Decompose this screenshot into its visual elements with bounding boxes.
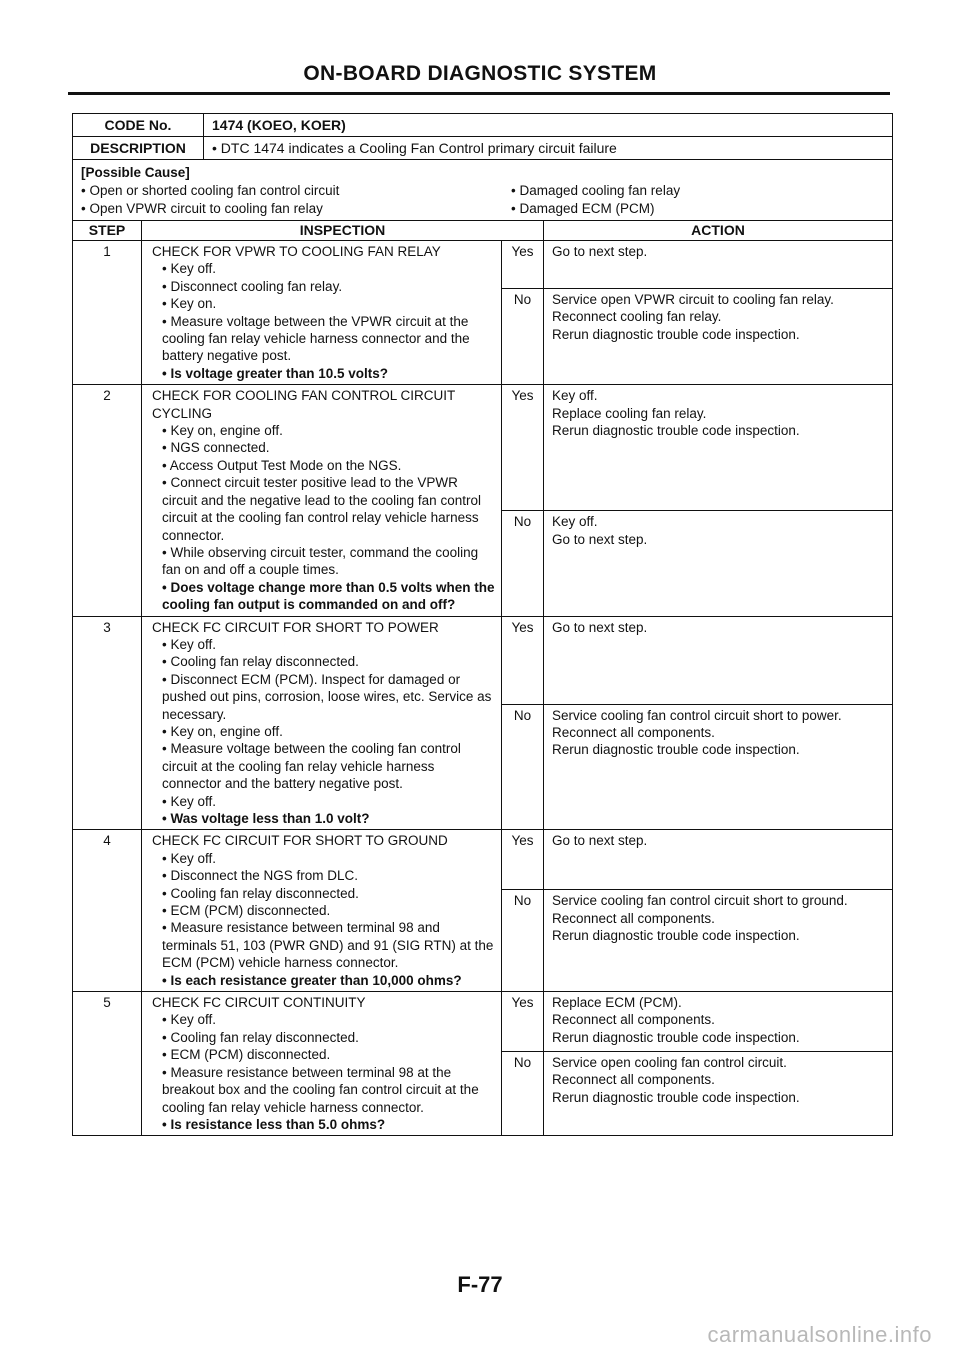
step-question: • Is resistance less than 5.0 ohms? xyxy=(162,1116,386,1132)
step-bullet: • Key off. xyxy=(162,261,217,277)
page-title: ON-BOARD DIAGNOSTIC SYSTEM xyxy=(303,62,657,85)
step-bullet: • Disconnect ECM (PCM). Inspect for damaged or pushed out pins, corrosion, loose wires, etc. Service as necessary. xyxy=(162,671,492,722)
no-answer xyxy=(502,511,892,615)
step-bullet: • Cooling fan relay disconnected. xyxy=(162,1029,359,1045)
no-action xyxy=(544,1052,892,1135)
action-line: Key off. xyxy=(552,388,598,404)
action-line: Reconnect all components. xyxy=(552,1012,715,1028)
header-action: ACTION xyxy=(691,222,745,238)
step-bullet: • Key on. xyxy=(162,296,217,312)
step-bullet: • Measure voltage between the VPWR circuit at the cooling fan relay vehicle harness connector and the battery negative post. xyxy=(162,313,470,364)
steps-body xyxy=(73,241,892,1135)
step-row xyxy=(73,617,892,831)
diagnostic-table xyxy=(72,113,893,1136)
header-step: STEP xyxy=(73,221,142,240)
header-inspection: INSPECTION xyxy=(142,221,544,240)
step-heading: CHECK FOR VPWR TO COOLING FAN RELAY xyxy=(152,244,441,259)
no-label: No xyxy=(502,890,544,991)
step-heading: CHECK FC CIRCUIT FOR SHORT TO GROUND xyxy=(152,833,448,849)
action-line: Rerun diagnostic trouble code inspection. xyxy=(552,1089,800,1105)
no-label: No xyxy=(502,511,544,615)
yes-label: Yes xyxy=(502,617,544,704)
step-bullet: • NGS connected. xyxy=(162,440,270,456)
page-number: F-77 xyxy=(457,1272,503,1297)
step-question: • Was voltage less than 1.0 volt? xyxy=(162,811,370,826)
yes-action xyxy=(544,617,892,704)
step-heading: CHECK FC CIRCUIT CONTINUITY xyxy=(152,995,366,1011)
step-bullet: • Measure voltage between the cooling fan control circuit at the cooling fan relay vehicle harness connector and the battery negative post. xyxy=(162,741,461,792)
action-line: Go to next step. xyxy=(552,619,648,635)
code-value: 1474 (KOEO, KOER) xyxy=(212,117,346,133)
possible-cause-section xyxy=(73,160,892,221)
step-bullet: • Cooling fan relay disconnected. xyxy=(162,654,359,670)
yes-action xyxy=(544,241,892,288)
step-number: 2 xyxy=(73,385,142,615)
cause-item: • Damaged cooling fan relay xyxy=(511,183,681,198)
step-number: 1 xyxy=(73,241,142,384)
action-line: Replace cooling fan relay. xyxy=(552,405,707,421)
action-line: Reconnect all components. xyxy=(552,910,715,926)
yes-action xyxy=(544,992,892,1051)
action-line: Go to next step. xyxy=(552,244,648,259)
step-bullet: • Key off. xyxy=(162,636,217,652)
step-row xyxy=(73,830,892,992)
action-line: Reconnect all components. xyxy=(552,724,715,740)
cause-item: • Damaged ECM (PCM) xyxy=(511,201,655,216)
action-line: Reconnect all components. xyxy=(552,1072,715,1088)
action-line: Service cooling fan control circuit short to ground. xyxy=(552,893,848,909)
step-question: • Does voltage change more than 0.5 volts when the cooling fan output is commanded on and off? xyxy=(162,579,495,613)
yes-label: Yes xyxy=(502,385,544,510)
description-value: • DTC 1474 indicates a Cooling Fan Control primary circuit failure xyxy=(212,140,617,156)
yes-label: Yes xyxy=(502,992,544,1051)
no-action xyxy=(544,511,892,615)
description-label: DESCRIPTION xyxy=(73,137,204,159)
yes-answer xyxy=(502,830,892,890)
action-line: Rerun diagnostic trouble code inspection. xyxy=(552,1029,800,1045)
action-line: Key off. xyxy=(552,514,598,530)
action-line: Reconnect cooling fan relay. xyxy=(552,309,722,325)
step-row xyxy=(73,241,892,385)
step-bullet: • Key off. xyxy=(162,793,217,809)
step-bullet: • Measure resistance between terminal 98 at the breakout box and the cooling fan control circuit at the cooling fan relay vehicle harness connector. xyxy=(162,1064,479,1115)
yes-answer xyxy=(502,385,892,511)
watermark: carmanualsonline.info xyxy=(707,1322,932,1347)
code-row xyxy=(73,114,892,137)
action-line: Go to next step. xyxy=(552,833,648,849)
step-bullet: • Measure resistance between terminal 98 and terminals 51, 103 (PWR GND) and 91 (SIG RTN) at the ECM (PCM) vehicle harness connector. xyxy=(162,920,494,971)
action-line: Replace ECM (PCM). xyxy=(552,995,682,1011)
step-number: 4 xyxy=(73,830,142,991)
cause-item: • Open or shorted cooling fan control circuit xyxy=(81,183,340,198)
title-rule xyxy=(68,92,890,95)
step-bullet: • Connect circuit tester positive lead to the VPWR circuit and the negative lead to the cooling fan control circuit at the cooling fan control relay vehicle harness connector. xyxy=(162,475,481,543)
step-bullet: • Disconnect cooling fan relay. xyxy=(162,278,343,294)
yes-label: Yes xyxy=(502,241,544,288)
yes-action xyxy=(544,385,892,510)
step-bullet: • Access Output Test Mode on the NGS. xyxy=(162,457,402,473)
step-inspection xyxy=(142,830,502,991)
step-bullet: • ECM (PCM) disconnected. xyxy=(162,1047,331,1063)
step-bullet: • Key on, engine off. xyxy=(162,423,283,439)
step-inspection xyxy=(142,241,502,384)
no-answer xyxy=(502,705,892,830)
possible-cause-title: [Possible Cause] xyxy=(81,165,190,180)
step-bullet: • Key on, engine off. xyxy=(162,723,283,739)
step-bullet: • Key off. xyxy=(162,850,217,866)
yes-label: Yes xyxy=(502,830,544,889)
step-question: • Is voltage greater than 10.5 volts? xyxy=(162,365,389,381)
step-inspection xyxy=(142,617,502,830)
step-bullet: • While observing circuit tester, command the cooling fan on and off a couple times. xyxy=(162,544,479,578)
action-line: Service open VPWR circuit to cooling fan relay. xyxy=(552,292,834,307)
step-inspection xyxy=(142,992,502,1135)
no-answer xyxy=(502,890,892,991)
description-row xyxy=(73,137,892,160)
action-line: Rerun diagnostic trouble code inspection. xyxy=(552,928,800,944)
table-header xyxy=(73,221,892,241)
step-bullet: • Disconnect the NGS from DLC. xyxy=(162,868,359,884)
no-label: No xyxy=(502,705,544,830)
step-row xyxy=(73,992,892,1135)
action-line: Service open cooling fan control circuit. xyxy=(552,1055,787,1071)
yes-answer xyxy=(502,241,892,289)
step-number: 3 xyxy=(73,617,142,830)
yes-answer xyxy=(502,617,892,705)
no-answer xyxy=(502,1052,892,1135)
step-row xyxy=(73,385,892,616)
step-number: 5 xyxy=(73,992,142,1135)
code-label: CODE No. xyxy=(73,114,204,136)
step-bullet: • ECM (PCM) disconnected. xyxy=(162,903,331,919)
no-answer xyxy=(502,289,892,384)
no-action xyxy=(544,289,892,384)
step-bullet: • Cooling fan relay disconnected. xyxy=(162,885,359,901)
step-bullet: • Key off. xyxy=(162,1012,217,1028)
action-line: Go to next step. xyxy=(552,531,648,547)
no-action xyxy=(544,890,892,991)
step-inspection xyxy=(142,385,502,615)
action-line: Rerun diagnostic trouble code inspection. xyxy=(552,742,800,758)
step-question: • Is each resistance greater than 10,000 ohms? xyxy=(162,972,462,988)
step-heading: CHECK FOR COOLING FAN CONTROL CIRCUIT CYCLING xyxy=(152,388,456,421)
yes-answer xyxy=(502,992,892,1052)
cause-item: • Open VPWR circuit to cooling fan relay xyxy=(81,201,323,216)
yes-action xyxy=(544,830,892,889)
action-line: Rerun diagnostic trouble code inspection. xyxy=(552,423,800,439)
no-action xyxy=(544,705,892,830)
step-heading: CHECK FC CIRCUIT FOR SHORT TO POWER xyxy=(152,619,439,635)
action-line: Rerun diagnostic trouble code inspection. xyxy=(552,326,800,342)
action-line: Service cooling fan control circuit short to power. xyxy=(552,707,842,723)
no-label: No xyxy=(502,289,544,384)
no-label: No xyxy=(502,1052,544,1135)
